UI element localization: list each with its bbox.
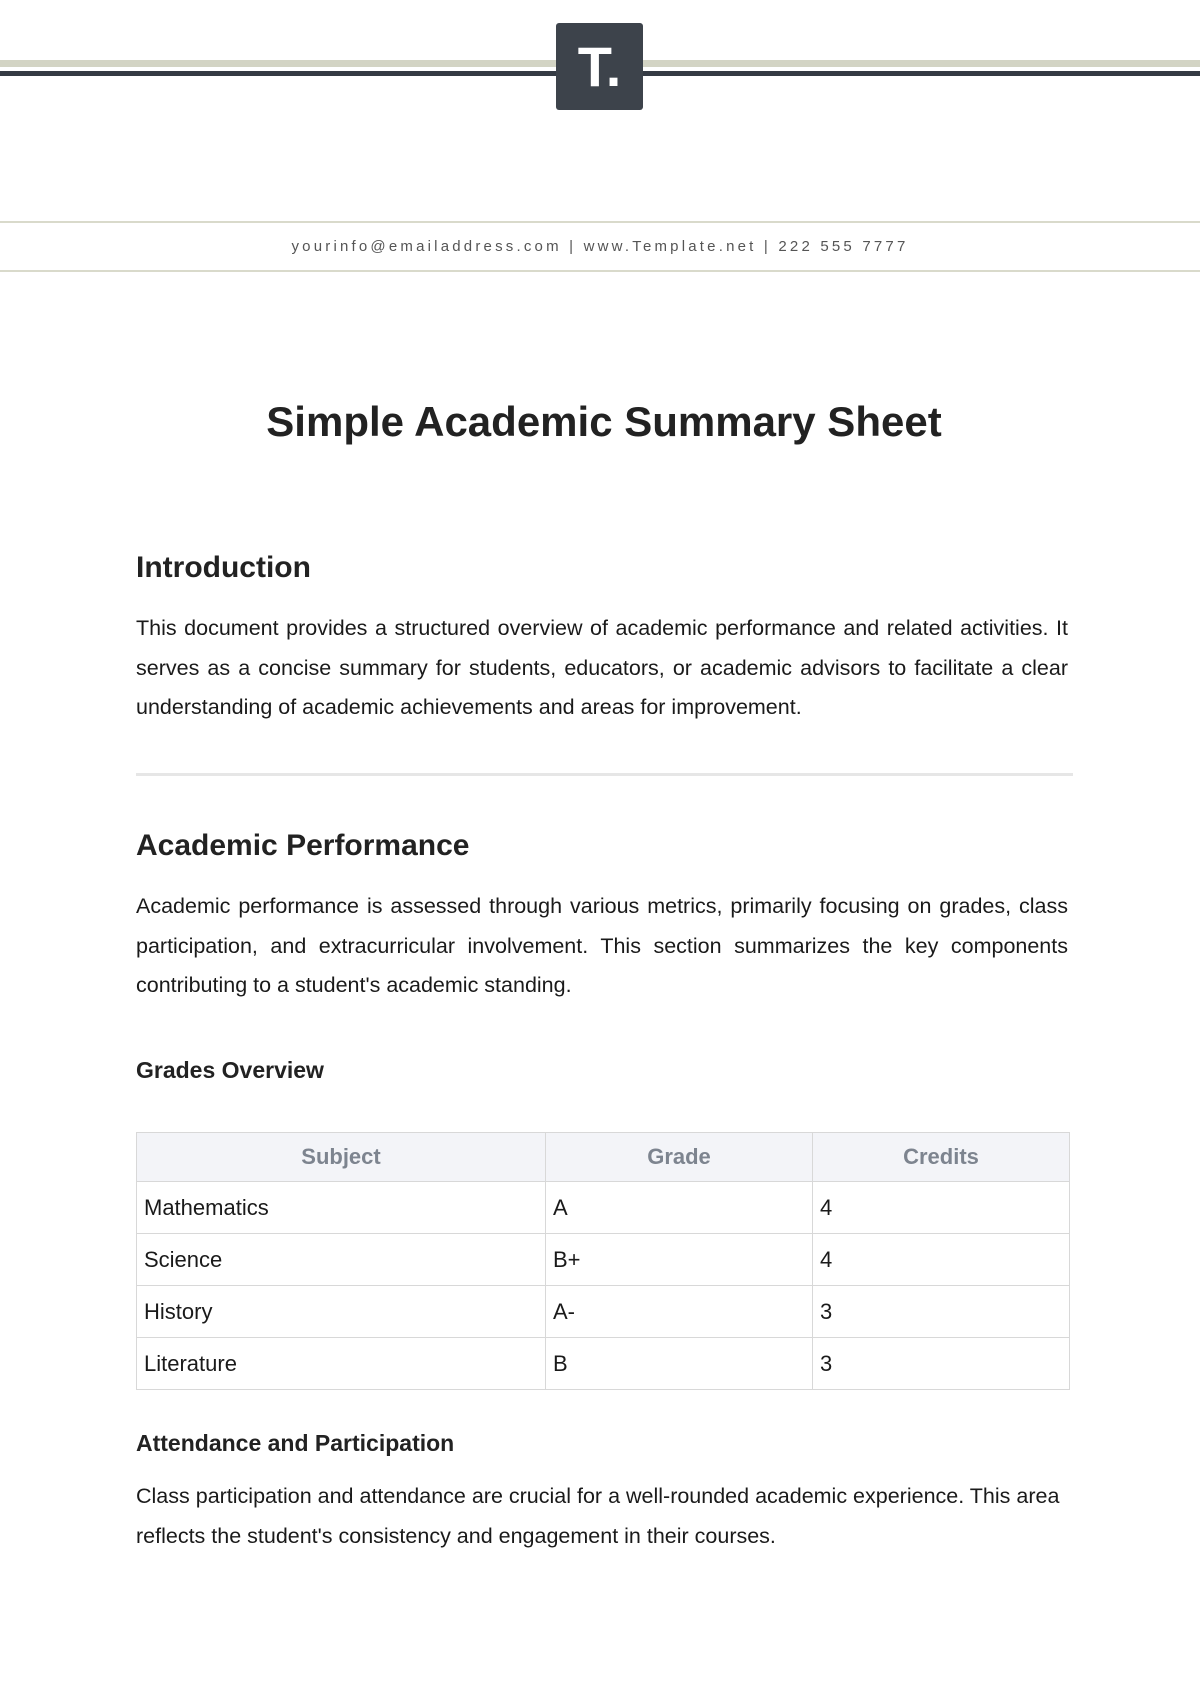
table-row [137,1234,1070,1286]
credits-cell: 3 [813,1338,1070,1390]
introduction-heading: Introduction [136,551,311,584]
column-header-credits: Credits [813,1133,1070,1182]
table-row [137,1286,1070,1338]
column-header-grade: Grade [546,1133,813,1182]
company-logo: T. [556,23,643,110]
credits-cell: 4 [813,1234,1070,1286]
academic-performance-heading: Academic Performance [136,829,470,862]
attendance-text: Class participation and attendance are crucial for a well-rounded academic experience. This area reflects the student's consistency and engagement in their courses. [136,1484,1060,1548]
grade-cell: A- [546,1286,813,1338]
header-decoration [0,0,1200,120]
grades-overview-heading: Grades Overview [136,1057,324,1083]
subject-cell: Mathematics [137,1182,546,1234]
grades-table [136,1132,1070,1390]
subject-cell: Science [137,1234,546,1286]
contact-info: yourinfo@emailaddress.com | www.Template.net | 222 555 7777 [291,238,909,255]
grade-cell: B [546,1338,813,1390]
table-row [137,1182,1070,1234]
contact-band [0,221,1200,272]
section-divider [136,773,1073,776]
credits-cell: 3 [813,1286,1070,1338]
academic-performance-text: Academic performance is assessed through various metrics, primarily focusing on grades, class participation, and extracurricular involvement. This section summarizes the key components contributing to a student's academic standing. [136,894,1068,997]
subject-cell: History [137,1286,546,1338]
grades-table-header-row [137,1133,1070,1182]
introduction-text: This document provides a structured overview of academic performance and related activities. It serves as a concise summary for students, educators, or academic advisors to facilitate a clear understanding of academic achievements and areas for improvement. [136,616,1068,719]
subject-cell: Literature [137,1338,546,1390]
grade-cell: B+ [546,1234,813,1286]
column-header-subject: Subject [137,1133,546,1182]
credits-cell: 4 [813,1182,1070,1234]
table-row [137,1338,1070,1390]
page-title: Simple Academic Summary Sheet [266,398,942,445]
attendance-heading: Attendance and Participation [136,1430,455,1456]
grade-cell: A [546,1182,813,1234]
